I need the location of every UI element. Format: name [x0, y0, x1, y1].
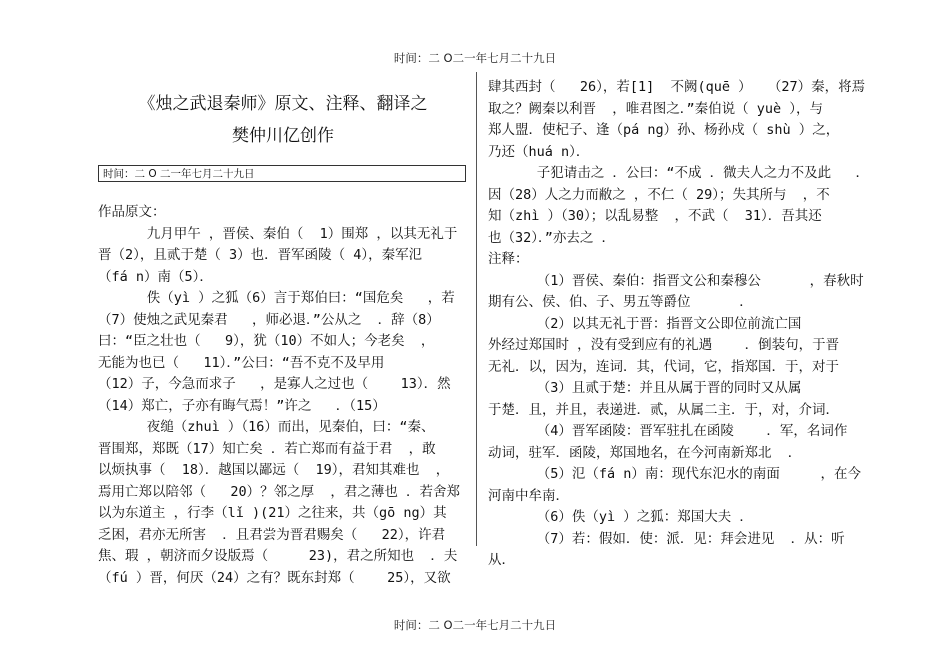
document-author: 樊仲川亿创作	[232, 126, 334, 146]
right-column-text: 肆其西封（ 26），若[1] 不阙(quē ） （27）秦，将焉 取之？阙秦以利晋 ，唯君图之．”秦伯说（ yuè ），与 郑人盟．使杞子、逢（pá ng）孙、杨孙戍（ shù ）之， 乃还（huá n）． 子犯请击之 ．公曰：“不成 ．微夫人之力不及此 ． 因（28）人之力而敝之 ，不仁（ 29）；失其所与 ，不 知（zhì ）（30）；以乱易整 ，不武（ 31）．吾其还 也（32）．”亦去之 ． 注释： （1）晋侯、秦伯：指晋文公和秦穆公 ，春秋时 期有公、侯、伯、子、男五等爵位 ． （2）以其无礼于晋：指晋文公即位前流亡国 外经过郑国时 ，没有受到应有的礼遇 ．倒装句，于晋 无礼．以，因为，连词．其，代词，它，指郑国．于，对于 （3）且贰于楚：并且从属于晋的同时又从属 于楚．且，并且，表递进．贰，从属二主．于，对，介词． （4）晋军函陵：晋军驻扎在函陵 ．军，名词作 动词，驻军．函陵，郑国地名，在今河南新郑北 ． （5）氾（fá n）南：现代东氾水的南面 ，在今 河南中牟南． （6）佚（yì ）之狐：郑国大夫 ． （7）若：假如．使：派．见：拜会进见 ．从：听 从．	[488, 79, 870, 568]
document-title: 《烛之武退秦师》原文、注释、翻译之	[138, 94, 428, 114]
time-box: 时间：二 O 二一年七月二十九日	[98, 165, 466, 182]
left-column-text: 作品原文： 九月甲午 ，晋侯、秦伯（ 1）围郑 ，以其无礼于 晋（2），且贰于楚（ 3）也．晋军函陵（ 4），秦军氾 （fá n）南（5）． 佚（yì ）之狐（6）言于郑伯曰：“国危矣 ，若 （7）使烛之武见秦君 ，师必退．”公从之 ．辞（8） 曰：“臣之壮也（ 9），犹（10）不如人；今老矣 ， 无能为也已（ 11）．”公曰：“吾不克不及早用 （12）子，今急而求子 ，是寡人之过也（ 13）．然 （14）郑亡，子亦有晦气焉！”许之 ．（15） 夜缒（zhuì ）（16）而出，见秦伯，曰：“秦、 晋围郑，郑既（17）知亡矣 ．若亡郑而有益于君 ，敢 以烦执事（ 18）．越国以鄙远（ 19），君知其难也 ， 焉用亡郑以陪邻（ 20）？邻之厚 ，君之薄也 ．若舍郑 以为东道主 ，行李（lǐ )(21）之往来，共（gō ng）其 乏困，君亦无所害 ．且君尝为晋君赐矣（ 22），许君 焦、瑕 ，朝济而夕设版焉（ 23)，君之所知也 ．夫 （fú ）晋，何厌（24）之有？既东封郑（ 25），又欲	[98, 204, 461, 586]
page-header-time: 时间：二 O二一年七月二十九日	[393, 51, 557, 65]
column-divider	[476, 72, 477, 546]
page-footer-time: 时间：二 O二一年七月二十九日	[393, 618, 557, 632]
